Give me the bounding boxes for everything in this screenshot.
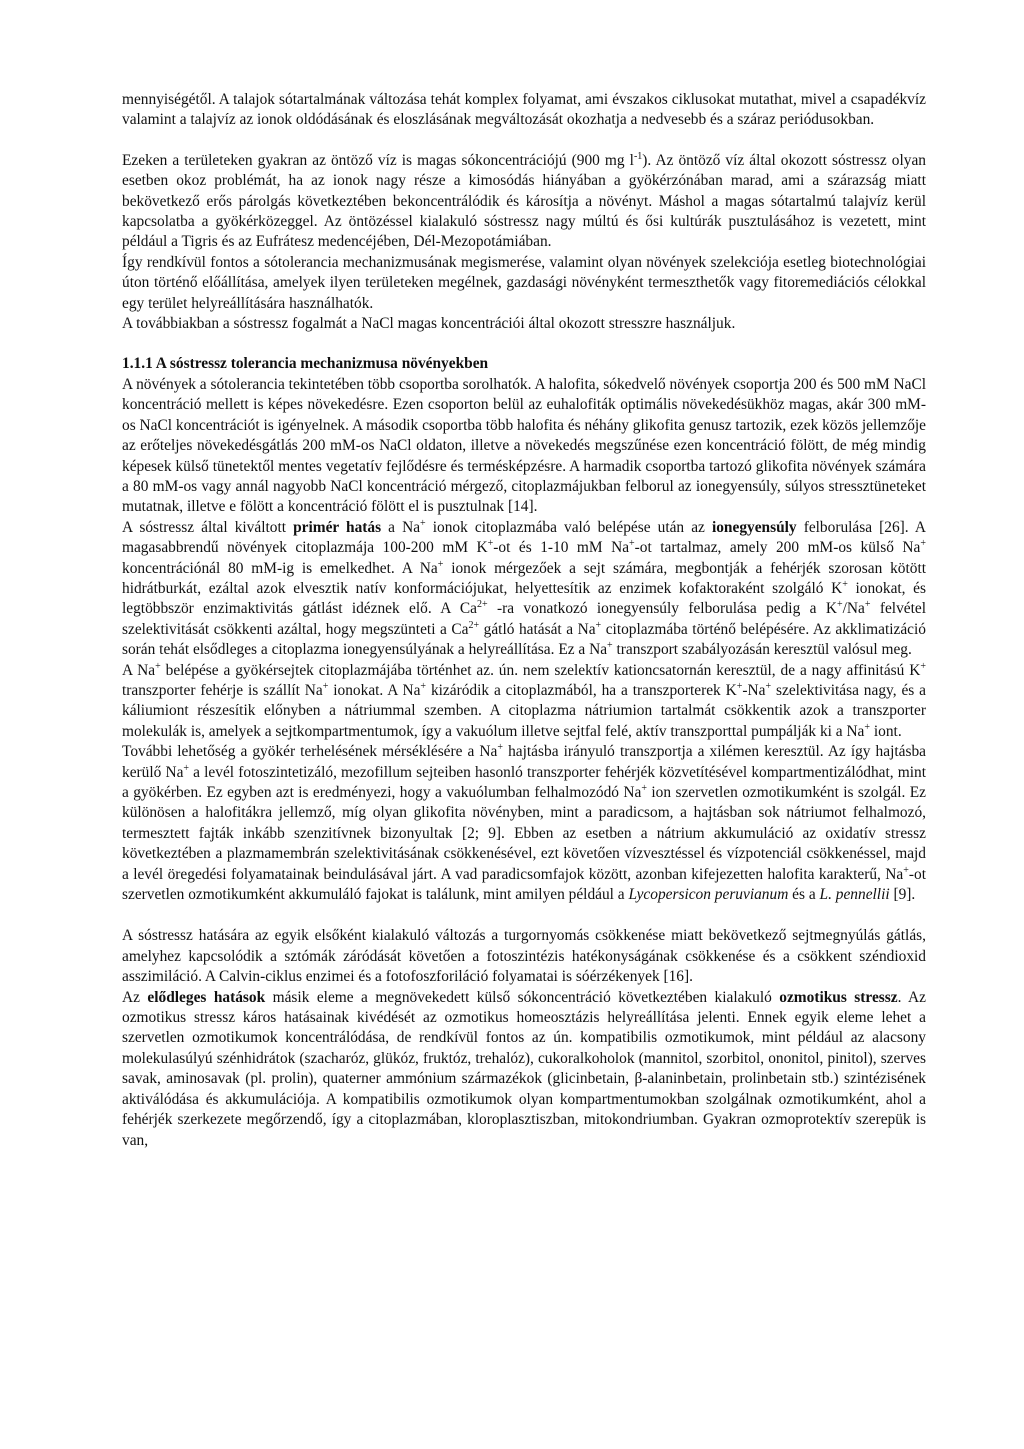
paragraph-tolerance-importance: Így rendkívül fontos a sótolerancia mechanizmusának megismerése, valamint olyan növények szelekciója esetleg biotechnológiai úton történő előállítása, amelyek ilyen területeken megélnek, gazdasági növényként termeszthetők vagy fitoremediációs célokkal egy terület helyreállítására használhatók. — [122, 253, 926, 312]
paragraph-shoot-transport: További lehetőség a gyökér terhelésének mérséklésére a Na+ hajtásba irányuló transzportja a xilémen keresztül. Az így hajtásba kerülő Na+ a levél fotoszintetizáló, mezofillum sejteiben hasonló transzporter fehérjék közvetítésével kompartmentizálódhat, mint a gyökérben. Ez egyben azt is eredményezi, hogy a vakuólumban felhalmozódó Na+ ion szervetlen ozmotikumként is szolgál. Ez különösen a halofitákra jellemző, míg olyan glikofita növényben, mint a paradicsom, a hajtásban sok nátriumot felhalmozó, termesztett fajták inkább szenzitívnek bizonyultak [2; 9]. Ebben az esetben a nátrium akkumuláció az oxidatív stressz következtében a plazmamembrán szelektivitásának csökkenésével, ezt követően vízvesztéssel és vízpotenciál csökkenéssel, majd a levél öregedési folyamatainak beindulásával járt. A vad paradicsomfajok között, azonban kifejezetten halofita karakterű, Na+-ot szervetlen ozmotikumként akkumuláló fajokat is találunk, mint amilyen például a Lycopersicon peruvianum és a L. pennellii [9]. — [122, 742, 926, 904]
paragraph-plant-groups: A növények a sótolerancia tekintetében több csoportba sorolhatók. A halofita, sókedvelő növények csoportja 200 és 500 mM NaCl koncentráció mellett is képes növekedésre. Ezen csoporton belül az euhalofiták optimális növekedésükhöz magas, akár 300 mM-os NaCl koncentrációt is igényelnek. A második csoportba több halofita és néhány glikofita genusz tartozik, ezek közös jellemzője az erőteljes növekedésgátlás 200 mM-os NaCl oldaton, illetve a növekedés megszűnése ezen koncentráció fölött, de még mindig képesek külső tünetektől mentes vegetatív fejlődésre és termésképzésre. A harmadik csoportba tartozó glikofita növények számára a 80 mM-os vagy annál nagyobb NaCl koncentráció mérgező, citoplazmájukban felborul az ionegyensúly, súlyos stressztüneteket mutatnak, illetve e fölött a koncentráció fölött el is pusztulnak [14]. — [122, 375, 926, 516]
paragraph-na-entry: A Na+ belépése a gyökérsejtek citoplazmájába történhet az. ún. nem szelektív kationcsatornán keresztül, de a nagy affinitású K+ transzporter fehérje is szállít Na+ ionokat. A Na+ kizáródik a citoplazmából, ha a transzporterek K+-Na+ szelektivitása nagy, és a káliumiont részesítik előnyben a nátriummal szemben. A citoplazma nátriumion tartalmát csökkentik azok a transzporter molekulák is, amelyek a sejtkompartmentumok, így a vakuólum illetve sejtfal felé, aktív transzporttal pumpálják ki a Na+ iont. — [122, 660, 926, 740]
section-heading: 1.1.1 A sóstressz tolerancia mechanizmusa növényekben — [122, 355, 489, 373]
paragraph-irrigation-water: Ezeken a területeken gyakran az öntöző víz is magas sókoncentrációjú (900 mg $l^{-1}$). Az öntöző víz által okozott sóstressz olyan esetben okoz problémát, ha az ionok nagy része a kimosódás hiányában a gyökérzónában marad, ami a szárazság miatt bekövetkező erős párolgás következtében bekoncentrálódik és károsítja a növényt. Máshol a magas sótartalmú talajvíz kerül kapcsolatba a gyökérközeggel. Az öntözéssel kialakuló sóstressz nagy múltú és ősi kultúrák pusztulásához is vezetett, mint például a Tigris és az Eufrátesz medencéjében, Dél-Mezopotámiában. — [122, 150, 926, 251]
paragraph-primary-effect: A sóstressz által kiváltott primér hatás a Na+ ionok citoplazmába való belépése után az ionegyensúly felborulása [26]. A magasabbrendű növények citoplazmája 100-200 mM K+-ot és 1-10 mM Na+-ot tartalmaz, amely 200 mM-os külső Na+ koncentrációnál 80 mM-ig is emelkedhet. A Na+ ionok mérgezőek a sejt számára, megbontják a fehérjék szorosan kötött hidrátburkát, ezáltal azok elvesztik natív konformációjukat, helyettesítik az enzimek kofaktoraként szolgáló K+ ionokat, és legtöbbször enzimaktivitás gátlást idéznek elő. A $Ca^{2+}$ -ra vonatkozó ionegyensúly felborulása pedig a K+/Na+ felvétel szelektivitását csökkenti azáltal, hogy megszünteti a $Ca^{2+}$ gátló hatását a Na+ citoplazmába történő belépésére. Az akklimatizáció során tehát elsődleges a citoplazma ionegyensúlyának a helyreállítása. Ez a Na+ transzport szabályozásán keresztül valósul meg. — [122, 517, 927, 659]
document-page — [122, 90, 926, 1151]
paragraph-soil-salinity: mennyiségétől. A talajok sótartalmának változása tehát komplex folyamat, ami évszakos ciklusokat mutathat, mivel a csapadékvíz valamint a talajvíz az ionok oldódásának és eloszlásának megváltozását okozhatja a nedvesebb és a száraz periódusokban. — [122, 91, 926, 129]
paragraph-turgor: A sóstressz hatására az egyik elsőként kialakuló változás a turgornyomás csökkenése miatt bekövetkező sejtmegnyúlás gátlás, amelyhez kapcsolódik a sztómák záródását követően a fotoszintézis hatékonyságának csökkenése és a csökkent széndioxid asszimiláció. A Calvin-ciklus enzimei és a fotofoszforiláció folyamatai is sóérzékenyek [16]. — [122, 927, 926, 986]
paragraph-osmotic-stress: Az elődleges hatások másik eleme a megnövekedett külső sókoncentráció következtében kialakuló ozmotikus stressz. Az ozmotikus stressz káros hatásainak kivédését az ozmotikus homeosztázis helyreállítása jelenti. Ennek egyik eleme lehet a szervetlen ozmotikumok koncentrálódása, de rendkívül fontos az ún. kompatibilis ozmotikumok, mint például az alacsony molekulasúlyú szénhidrátok (szacharóz, glükóz, fruktóz, trehalóz), cukoralkoholok (mannitol, szorbitol, ononitol, pinitol), szerves savak, aminosavak (pl. prolin), quaterner ammónium származékok (glicinbetain, β-alaninbetain, prolinbetain stb.) szintézisének aktiválódása és akkumulációja. A kompatibilis ozmotikumok olyan kompartmentumokban szolgálnak ozmotikumként, ahol a fehérjék szerkezete megőrzendő, így a citoplazmában, kloroplasztiszban, mitokondriumban. Gyakran ozmoprotektív szerepük is van, — [122, 988, 927, 1149]
paragraph-definition: A továbbiakban a sóstressz fogalmát a NaCl magas koncentrációi által okozott stresszre használjuk. — [122, 315, 736, 333]
